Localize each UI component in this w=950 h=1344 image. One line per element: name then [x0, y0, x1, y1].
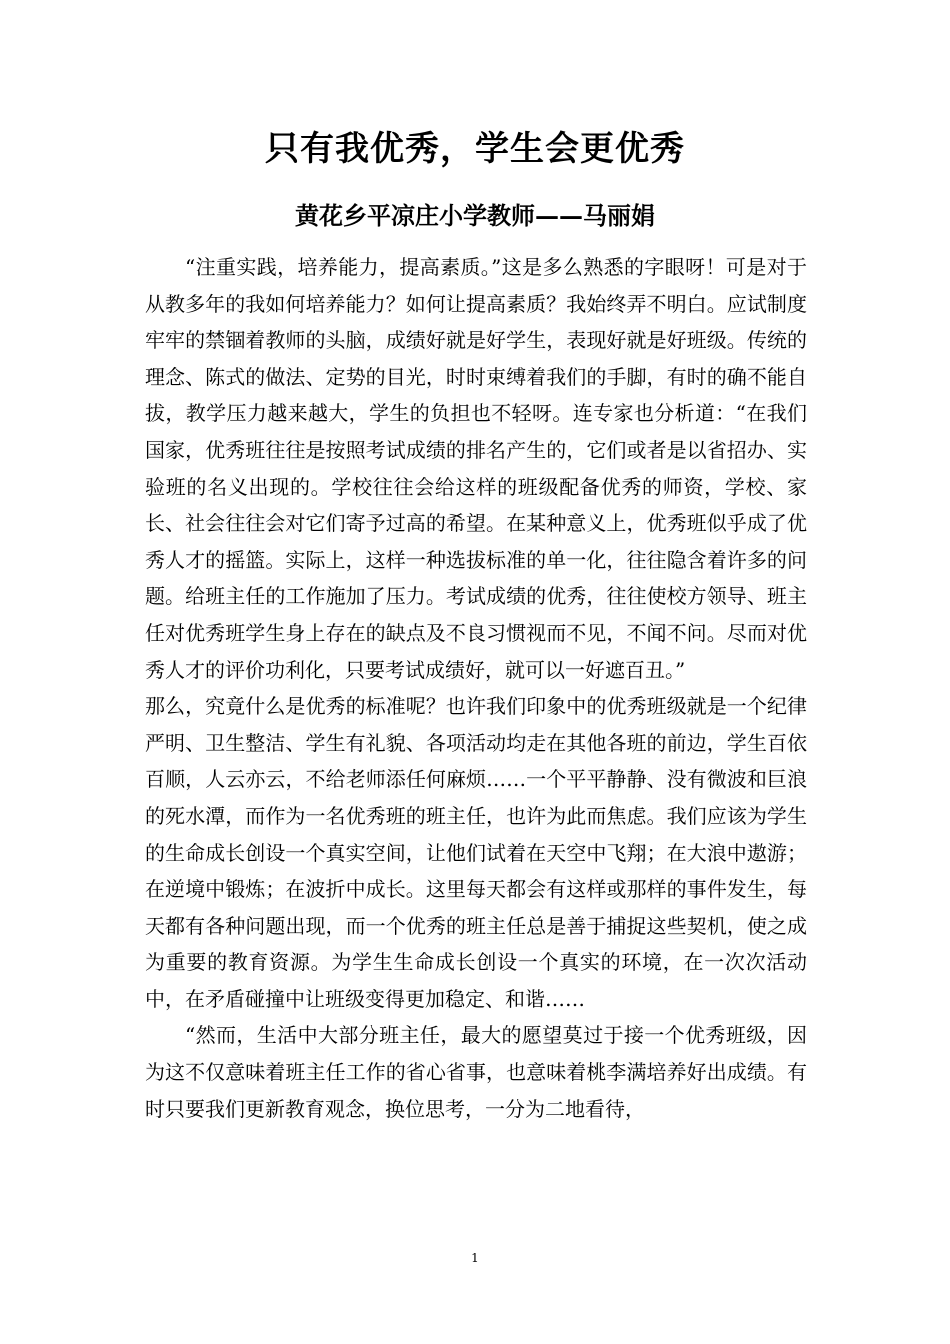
body-paragraph: 那么，究竟什么是优秀的标准呢？也许我们印象中的优秀班级就是一个纪律严明、卫生整洁、学生有礼貌、各项活动均走在其他各班的前边，学生百依百顺，人云亦云，不给老师添任何麻烦……一个平平静静、没有微波和巨浪的死水潭，而作为一名优秀班的班主任，也许为此而焦虑。我们应该为学生的生命成长创设一个真实空间，让他们试着在天空中飞翔；在大浪中遨游；在逆境中锻炼；在波折中成长。这里每天都会有这样或那样的事件发生，每天都有各种问题出现，而一个优秀的班主任总是善于捕捉这些契机，使之成为重要的教育资源。为学生生命成长创设一个真实的环境，在一次次活动中，在矛盾碰撞中让班级变得更加稳定、和谐…… — [145, 694, 807, 1011]
document-body — [145, 249, 807, 1127]
body-paragraph: “然而，生活中大部分班主任，最大的愿望莫过于接一个优秀班级，因为这不仅意味着班主任工作的省心省事，也意味着桃李满培养好出成绩。有时只要我们更新教育观念，换位思考，一分为二地看待， — [145, 1023, 807, 1121]
author-line: 黄花乡平凉庄小学教师——马丽娟 — [295, 201, 655, 230]
page-number: 1 — [471, 1251, 479, 1265]
document-title: 只有我优秀，学生会更优秀 — [265, 129, 685, 169]
body-paragraph: “注重实践，培养能力，提高素质。”这是多么熟悉的字眼呀！可是对于从教多年的我如何培养能力？如何让提高素质？我始终弄不明白。应试制度牢牢的禁锢着教师的头脑，成绩好就是好学生，表现好就是好班级。传统的理念、陈式的做法、定势的目光，时时束缚着我们的手脚，有时的确不能自拔，教学压力越来越大，学生的负担也不轻呀。连专家也分析道：“在我们国家，优秀班往往是按照考试成绩的排名产生的，它们或者是以省招办、实验班的名义出现的。学校往往会给这样的班级配备优秀的师资，学校、家长、社会往往会对它们寄予过高的希望。在某种意义上，优秀班似乎成了优秀人才的摇篮。实际上，这样一种选拔标准的单一化，往往隐含着许多的问题。给班主任的工作施加了压力。考试成绩的优秀，往往使校方领导、班主任对优秀班学生身上存在的缺点及不良习惯视而不见，不闻不问。尽而对优秀人才的评价功利化，只要考试成绩好，就可以一好遮百丑。” — [145, 255, 807, 682]
